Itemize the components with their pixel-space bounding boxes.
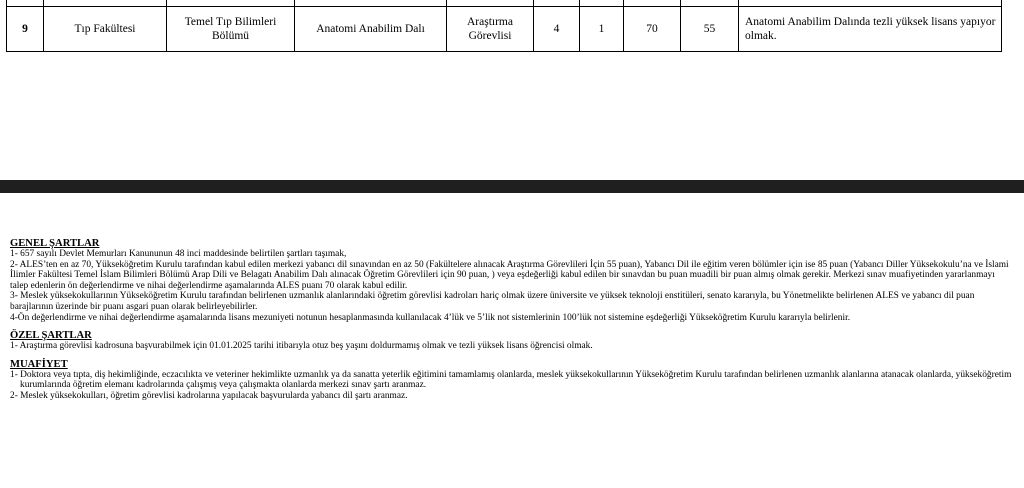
note-cell: Anatomi Anabilim Dalında tezli yüksek lisans yapıyor olmak.: [739, 7, 1002, 52]
special-conditions-heading: ÖZEL ŞARTLAR: [10, 330, 92, 342]
faculty-cell: Tıp Fakültesi: [44, 7, 167, 52]
exemption-heading: MUAFİYET: [10, 358, 68, 370]
general-condition-2: 2- ALES’ten en az 70, Yükseköğretim Kurulu tarafından kabul edilen merkezi yabancı dil sınavından en az 50 (Fakültelere alınacak Araştırma Görevlileri İçin 55 puan), Yabancı Dil ile eğitim veren bölümler için ise 85 puan (Yabancı Diller Yüksekokulu’na ve İslami İlimler Fakültesi Temel İslam Bilimleri Bölümü Arap Dili ve Belagatı Anabilim Dalı alınacak Öğretim Görevlileri için 90 puan, ) veya eşdeğerliği kabul edilen bir sınavdan bu puan muadili bir puan almış olmak gerekir. Merkezi sınav muafiyetinden yararlanmayı talep edenlerin ön değerlendirme ve nihai değerlendirme aşamalarında ALES puanı 70 olarak kabul edilir.: [10, 259, 1009, 291]
upper-page-section: [0, 0, 1024, 180]
general-condition-1: 1- 657 sayılı Devlet Memurları Kanununun 48 inci maddesinde belirtilen şartları taşımak,: [10, 249, 347, 259]
degree-cell: 4: [534, 7, 580, 52]
page-divider: [0, 180, 1024, 193]
ales-score-cell: 70: [624, 7, 681, 52]
table-row: [7, 7, 1002, 52]
position-cell: Araştırma Görevlisi: [447, 7, 534, 52]
department-cell: Temel Tıp Bilimleri Bölümü: [167, 7, 295, 52]
exemption-item-2: 2- Meslek yüksekokulları, öğretim görevlisi kadrolarına yapılacak başvurularda yabancı dil şartı aranmaz.: [10, 390, 408, 401]
positions-table: [6, 0, 1002, 52]
count-cell: 1: [580, 7, 624, 52]
language-score-cell: 55: [681, 7, 739, 52]
general-condition-3: 3- Meslek yüksekokullarının Yükseköğretim Kurulu tarafından belirlenen uzmanlık alanlarındaki öğretim görevlisi kadroları hariç olmak üzere üniversite ve yüksek teknoloji enstitüleri, senato kararıyla, bu Yönetmelikte belirlenen ALES ve yabancı dil puan barajlarının üzerinde bir puanı asgari puan olarak belirleyebilirler.: [10, 291, 975, 312]
division-cell: Anatomi Anabilim Dalı: [295, 7, 447, 52]
special-condition-1: 1- Araştırma görevlisi kadrosuna başvurabilmek için 01.01.2025 tarihi itibarıyla otuz beş yaşını doldurmamış olmak ve tezli yüksek lisans öğrencisi olmak.: [10, 341, 593, 352]
general-conditions-heading: GENEL ŞARTLAR: [10, 238, 100, 249]
row-number: 9: [7, 7, 44, 52]
conditions-section: [10, 238, 1015, 402]
exemption-item-1: 1- Doktora veya tıpta, diş hekimliğinde, eczacılıkta ve veteriner hekimlikte uzmanlık ya da sanatta yeterlik eğitimini tamamlamış olanlarda, meslek yüksekokullarının Yükseköğretim Kurulu tarafından belirlenen uzmanlık alanlarına atanacak olanlarda, yükseköğretim kurumlarında öğretim elemanı kadrolarında çalışmış veya çalışmakta olanlarda merkezi sınav şartı aranmaz.: [10, 369, 1012, 391]
general-condition-4: 4-Ön değerlendirme ve nihai değerlendirme aşamalarında lisans mezuniyeti notunun hesaplanmasında kullanılacak 4’lük ve 5’lik not sistemlerinin 100’lük not sistemine eşdeğerliği Yükseköğretim Kurulu kararıyla belirlenir.: [10, 312, 851, 323]
